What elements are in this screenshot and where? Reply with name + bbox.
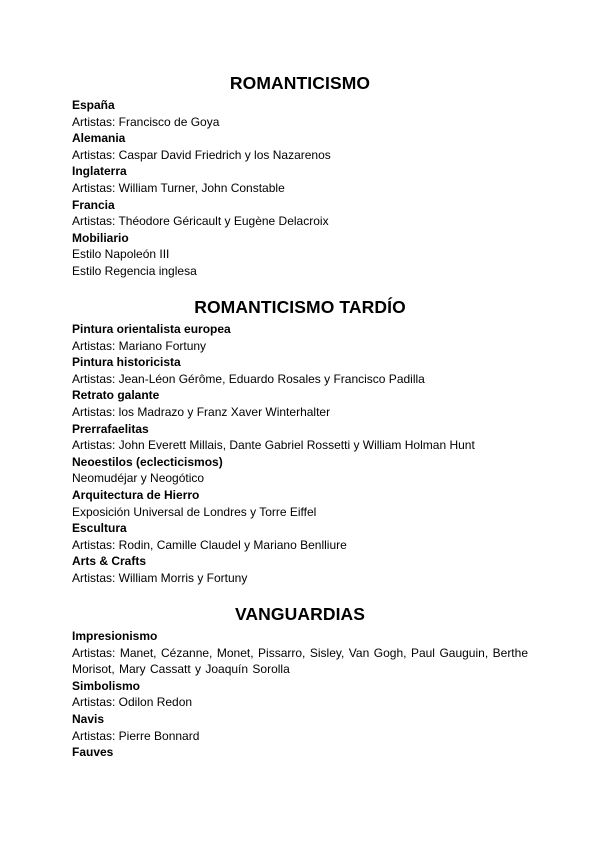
section-romanticismo-tardio <box>72 296 528 587</box>
entry-text: Artistas: William Morris y Fortuny <box>72 570 248 585</box>
entry-heading: Escultura <box>72 521 127 536</box>
entry-text: Artistas: Pierre Bonnard <box>72 728 200 743</box>
entry-heading: Arts & Crafts <box>72 554 147 569</box>
entry-text: Neomudéjar y Neogótico <box>72 471 205 486</box>
entry-text: Artistas: Jean-Léon Gérôme, Eduardo Rosales y Francisco Padilla <box>72 371 425 386</box>
entry-heading: Francia <box>72 197 115 212</box>
section-title: ROMANTICISMO <box>229 73 371 93</box>
entry-heading: Fauves <box>72 745 114 760</box>
entry-heading: Arquitectura de Hierro <box>72 487 200 502</box>
entry-text: Artistas: Rodin, Camille Claudel y Mariano Benlliure <box>72 537 347 552</box>
entry-text: Artistas: Mariano Fortuny <box>72 338 207 353</box>
entry-heading: Simbolismo <box>72 678 141 693</box>
entry-heading: Impresionismo <box>72 629 158 643</box>
section-title: VANGUARDIAS <box>234 604 366 624</box>
entry-heading: Retrato galante <box>72 388 160 403</box>
entry-heading: Pintura historicista <box>72 355 181 370</box>
entry-text: Artistas: John Everett Millais, Dante Gabriel Rossetti y William Holman Hunt <box>72 438 475 453</box>
entry-text: Artistas: los Madrazo y Franz Xaver Winterhalter <box>72 404 331 419</box>
section-romanticismo <box>72 72 528 280</box>
section-title: ROMANTICISMO TARDÍO <box>194 297 406 317</box>
entry-text: Artistas: Caspar David Friedrich y los Nazarenos <box>72 147 331 162</box>
entry-text: Artistas: Francisco de Goya <box>72 114 220 129</box>
entry-text: Artistas: Odilon Redon <box>72 695 193 710</box>
entry-heading: Pintura orientalista europea <box>72 322 231 336</box>
entry-heading: Prerrafaelitas <box>72 421 149 436</box>
entry-text: Artistas: Théodore Géricault y Eugène Delacroix <box>72 214 329 229</box>
entry-text: Exposición Universal de Londres y Torre Eiffel <box>72 504 317 519</box>
entry-heading: Mobiliario <box>72 230 129 245</box>
entry-paragraph: Artistas: Manet, Cézanne, Monet, Pissarro, Sisley, Van Gogh, Paul Gauguin, Berthe Morisot, Mary Cassatt y Joaquín Sorolla <box>72 645 528 677</box>
section-vanguardias <box>72 603 528 761</box>
entry-text: Estilo Napoleón III <box>72 247 170 262</box>
entry-text: Estilo Regencia inglesa <box>72 263 197 278</box>
entry-heading: Inglaterra <box>72 164 127 179</box>
entry-heading: España <box>72 98 115 112</box>
entry-heading: Alemania <box>72 131 126 146</box>
entry-text: Artistas: William Turner, John Constable <box>72 180 285 195</box>
entry-heading: Neoestilos (eclecticismos) <box>72 454 223 469</box>
entry-heading: Navis <box>72 711 105 726</box>
